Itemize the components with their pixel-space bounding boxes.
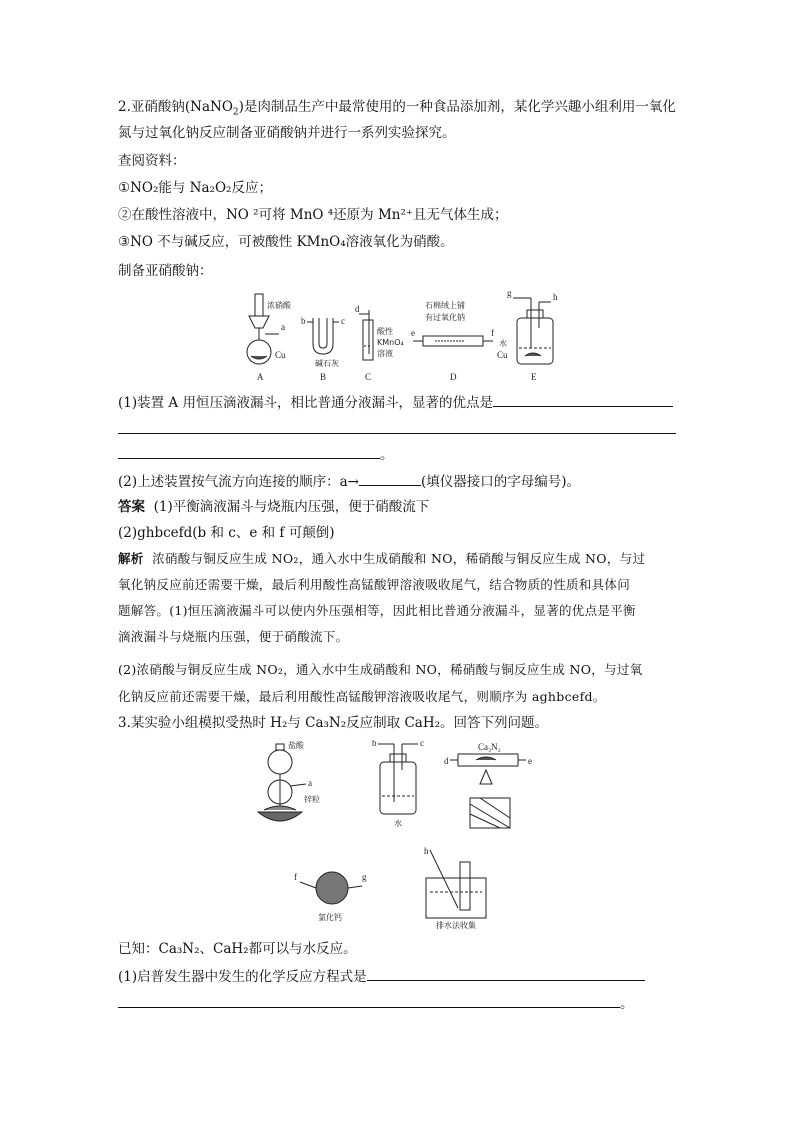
svg-text:e: e bbox=[411, 328, 415, 338]
svg-text:KMnO₄: KMnO₄ bbox=[377, 338, 404, 347]
svg-text:b: b bbox=[301, 316, 306, 326]
svg-text:e: e bbox=[528, 756, 532, 766]
svg-text:水: 水 bbox=[394, 819, 402, 828]
svg-text:水: 水 bbox=[499, 339, 507, 348]
svg-text:A: A bbox=[257, 372, 264, 382]
q2-intro-line1: 2.亚硝酸钠(NaNO$_2$)是肉制品生产中最常使用的一种食品添加剂，某化学兴趣小组利用一氧化 bbox=[118, 99, 676, 118]
answer-blank[interactable] bbox=[118, 419, 676, 434]
q2-analysis1: 解析 浓硝酸与铜反应生成 NO₂，通入水中生成硝酸和 NO，稀硝酸与铜反应生成 NO，与过 bbox=[118, 551, 646, 566]
q2-fact2: ②在酸性溶液中，NO ²可将 MnO ⁴还原为 Mn²⁺且无气体生成； bbox=[118, 207, 508, 223]
svg-text:Ca₃N₂: Ca₃N₂ bbox=[478, 742, 501, 752]
q2-apparatus-figure bbox=[235, 288, 575, 384]
svg-text:g: g bbox=[507, 288, 512, 298]
svg-text:b: b bbox=[372, 740, 377, 748]
answer-blank[interactable] bbox=[359, 471, 421, 486]
svg-text:Cu: Cu bbox=[275, 350, 286, 360]
svg-text:f: f bbox=[294, 872, 297, 882]
svg-text:a: a bbox=[281, 322, 285, 332]
q2-answer: 答案 (1)平衡滴液漏斗与烧瓶内压强，便于硝酸流下 bbox=[118, 499, 430, 515]
answer-blank[interactable] bbox=[493, 392, 673, 407]
answer-blank[interactable] bbox=[118, 444, 380, 459]
svg-text:B: B bbox=[320, 372, 327, 382]
svg-text:石棉绒上铺: 石棉绒上铺 bbox=[425, 301, 465, 310]
q3-sub1: (1)启普发生器中发生的化学反应方程式是 bbox=[118, 966, 645, 987]
q2-lookup: 查阅资料： bbox=[118, 153, 186, 169]
svg-text:c: c bbox=[341, 316, 345, 326]
q3-apparatus-figure-top bbox=[250, 740, 540, 832]
svg-text:c: c bbox=[420, 740, 424, 748]
svg-text:Cu: Cu bbox=[497, 350, 508, 360]
svg-text:盐酸: 盐酸 bbox=[288, 741, 304, 750]
svg-text:排水法收集: 排水法收集 bbox=[436, 921, 476, 930]
q3-known: 已知：Ca₃N₂、CaH₂都可以与水反应。 bbox=[118, 941, 357, 957]
q2-analysis4: 滴液漏斗与烧瓶内压强，便于硝酸流下。 bbox=[118, 629, 349, 644]
q2-fact3: ③NO 不与碱反应，可被酸性 KMnO₄溶液氧化为硝酸。 bbox=[118, 234, 454, 250]
q2-prep: 制备亚硝酸钠： bbox=[118, 263, 213, 279]
svg-text:浓硝酸: 浓硝酸 bbox=[267, 301, 291, 310]
svg-text:C: C bbox=[365, 372, 372, 382]
svg-text:d: d bbox=[444, 756, 449, 766]
svg-text:酸性: 酸性 bbox=[377, 327, 393, 336]
q2-sub1-blank-line bbox=[118, 419, 676, 440]
answer-blank[interactable] bbox=[367, 966, 645, 981]
svg-text:d: d bbox=[355, 304, 360, 314]
svg-text:有过氧化钠: 有过氧化钠 bbox=[425, 313, 465, 322]
svg-text:h: h bbox=[553, 292, 558, 302]
q2-intro-line2: 氮与过氧化钠反应制备亚硝酸钠并进行一系列实验探究。 bbox=[118, 125, 456, 141]
q2-analysis3: 题解答。(1)恒压滴液漏斗可以使内外压强相等，因此相比普通分液漏斗，显著的优点是平衡 bbox=[118, 603, 636, 618]
svg-text:D: D bbox=[450, 372, 457, 382]
svg-text:E: E bbox=[531, 372, 537, 382]
q2-fact1: ①NO₂能与 Na₂O₂反应； bbox=[118, 180, 272, 196]
q2-sub1-blank-end: 。 bbox=[118, 444, 394, 465]
svg-text:碱石灰: 碱石灰 bbox=[315, 359, 339, 368]
svg-text:氯化钙: 氯化钙 bbox=[318, 913, 342, 922]
q2-sub2: (2)上述装置按气流方向连接的顺序：a→ (填仪器接口的字母编号)。 bbox=[118, 471, 580, 492]
svg-text:h: h bbox=[424, 846, 429, 856]
q3-apparatus-figure-bottom bbox=[290, 842, 510, 932]
svg-text:g: g bbox=[362, 872, 367, 882]
svg-text:溶液: 溶液 bbox=[377, 349, 393, 358]
svg-text:f: f bbox=[491, 328, 494, 338]
q2-analysis6: 化钠反应前还需要干燥，最后利用酸性高锰酸钾溶液吸收尾气，则顺序为 aghbcefd。 bbox=[118, 689, 606, 704]
q2-analysis2: 氧化钠反应前还需要干燥，最后利用酸性高锰酸钾溶液吸收尾气，结合物质的性质和具体问 bbox=[118, 577, 631, 592]
q3-intro: 3.某实验小组模拟受热时 H₂与 Ca₃N₂反应制取 CaH₂。回答下列问题。 bbox=[118, 715, 549, 731]
q3-sub1-blank-line: 。 bbox=[118, 993, 634, 1014]
svg-text:锌粒: 锌粒 bbox=[304, 795, 320, 804]
q2-analysis5: (2)浓硝酸与铜反应生成 NO₂，通入水中生成硝酸和 NO，稀硝酸与铜反应生成 NO，与过氧 bbox=[118, 662, 643, 677]
q2-sub1: (1)装置 A 用恒压滴液漏斗，相比普通分液漏斗，显著的优点是 bbox=[118, 392, 673, 413]
svg-text:a: a bbox=[308, 778, 312, 788]
answer-blank[interactable] bbox=[118, 993, 620, 1008]
q2-answer2: (2)ghbcefd(b 和 c、e 和 f 可颠倒) bbox=[118, 525, 335, 541]
